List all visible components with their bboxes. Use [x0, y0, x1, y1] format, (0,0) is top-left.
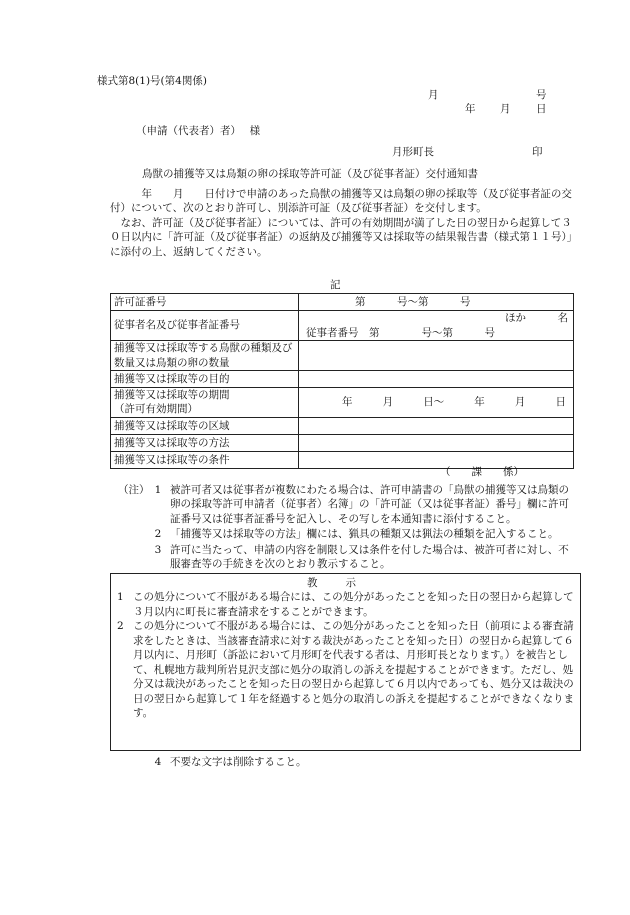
label-period: [111, 388, 299, 418]
period-end-year: 年: [474, 396, 485, 409]
notes-section-tail: [118, 755, 578, 770]
addressee: （申請（代表者）者） 様: [136, 125, 261, 137]
notes-section: [118, 483, 578, 573]
table-row: [111, 417, 574, 434]
worker-count: ほか 名: [505, 312, 568, 325]
document-title: 鳥獣の捕獲等又は鳥類の卵の採取等許可証（及び従事者証）交付通知書: [142, 168, 478, 180]
kyoji-item-number: 1: [117, 591, 124, 604]
period-start-year: 年: [342, 396, 353, 409]
seal-mark: 印: [532, 146, 543, 158]
kyoji-title: 教示: [307, 577, 384, 589]
period-start-month: 月: [382, 396, 394, 409]
table-row: [111, 341, 574, 371]
form-number: 様式第8(1)号(第4関係): [97, 75, 207, 87]
period-start-day: 日～: [423, 396, 445, 409]
table-row: [111, 371, 574, 388]
permit-table: [110, 293, 574, 469]
kyoji-item-number: 2: [117, 620, 124, 633]
kyoji-item-text: この処分について不服がある場合には、この処分があったことを知った日（前項による審査請求をしたときは、当該審査請求に対する裁決があったことを知った日）の翌日から起算して６月以内に、月形町（訴訟において月形町を代表する者は、月形町長となります。）を被告として、札幌地方裁判所岩見沢支部に処分の取消しの訴えを提起することができます。ただし、処分又は裁決があったことを知った日の翌日から起算して６月以内であっても、処分又は裁決の日の翌日から起算して１年を経過すると処分の取消しの訴えを提起することができなくなります。: [133, 620, 574, 720]
note-text: 「捕獲等又は採取等の方法」欄には、猟具の種類又は猟法の種類を記入すること。: [170, 528, 559, 541]
note-text: 被許可者又は従事者が複数にわたる場合は、許可申請書の「鳥獣の捕獲等又は鳥類の卵の採取等許可申請者（従事者）名簿」の「許可証（又は従事者証）番号」欄に許可証番号又は従事者証番号を記入し、その写しを本通知書に添付すること。: [170, 484, 569, 525]
note-text: 許可に当たって、申請の内容を制限し又は条件を付した場合は、被許可者に対し、不服審査等の手続きを次のとおり教示すること。: [170, 543, 569, 571]
value-method: [299, 434, 574, 451]
worker-number-range: 従事者番号 第 号～第 号: [306, 326, 495, 339]
period-end-month: 月: [514, 396, 526, 409]
note-item: [118, 755, 578, 769]
value-area: [299, 417, 574, 434]
note-text: 不要な文字は削除すること。: [170, 756, 307, 768]
kyoji-item-text: この処分について不服がある場合には、この処分があったことを知った日の翌日から起算して３月以内に町長に審査請求をすることができます。: [133, 591, 574, 618]
label-species-quantity: 捕獲等又は採取等する鳥獣の種類及び数量又は鳥類の卵の数量: [111, 341, 299, 371]
note-item: [118, 543, 578, 572]
value-period: [299, 388, 574, 418]
table-row: [111, 388, 574, 418]
label-conditions: 捕獲等又は採取等の条件: [111, 451, 299, 468]
note-number: 4: [154, 756, 162, 768]
intro-paragraph-1: 年 月 日付けで申請のあった鳥獣の捕獲等又は鳥類の卵の採取等（及び従事者証の交付）について、次のとおり許可し、別添許可証（及び従事者証）を交付します。: [110, 188, 572, 215]
label-permit-number: 許可証番号: [111, 294, 299, 311]
kyoji-box: [110, 573, 581, 751]
kyoji-item: [117, 619, 574, 720]
value-species-quantity: [299, 341, 574, 371]
note-number: 2: [154, 528, 162, 541]
label-area: 捕獲等又は採取等の区域: [111, 417, 299, 434]
section-tag: （ 課 係）: [440, 466, 524, 478]
table-row: [111, 434, 574, 451]
ki-mark: 記: [330, 279, 341, 291]
year-label: 年: [465, 103, 476, 115]
kyoji-item: [117, 590, 574, 619]
table-row: [111, 294, 574, 311]
notes-prefix: （注）: [118, 484, 150, 496]
period-end-day: 日: [555, 396, 566, 409]
note-item: [118, 527, 578, 541]
month-label-2: 月: [500, 103, 511, 115]
value-purpose: [299, 371, 574, 388]
label-worker-names: 従事者名及び従事者証番号: [111, 311, 299, 341]
period-label-main: 捕獲等又は採取等の期間: [114, 389, 230, 401]
issuer-name: 月形町長: [392, 146, 434, 158]
value-worker-names: [299, 311, 574, 341]
note-number: 3: [154, 543, 162, 556]
period-label-sub: （許可有効期間）: [114, 403, 198, 416]
label-method: 捕獲等又は採取等の方法: [111, 434, 299, 451]
month-label: 月: [428, 89, 439, 101]
table-row: [111, 311, 574, 341]
number-label: 号: [536, 89, 547, 101]
note-item: [118, 483, 578, 526]
note-number: 1: [154, 484, 162, 496]
intro-paragraph-2: なお、許可証（及び従事者証）については、許可の有効期間が満了した日の翌日から起算して３０日以内に「許可証（及び従事者証）の返納及び捕獲等又は採取等の結果報告書（様式第１１号）」に添付の上、返納してください。: [110, 216, 572, 258]
day-label: 日: [536, 103, 547, 115]
intro-text: [110, 187, 575, 259]
value-permit-number: 第 号～第 号: [299, 294, 574, 311]
label-purpose: 捕獲等又は採取等の目的: [111, 371, 299, 388]
value-conditions: [299, 451, 574, 468]
